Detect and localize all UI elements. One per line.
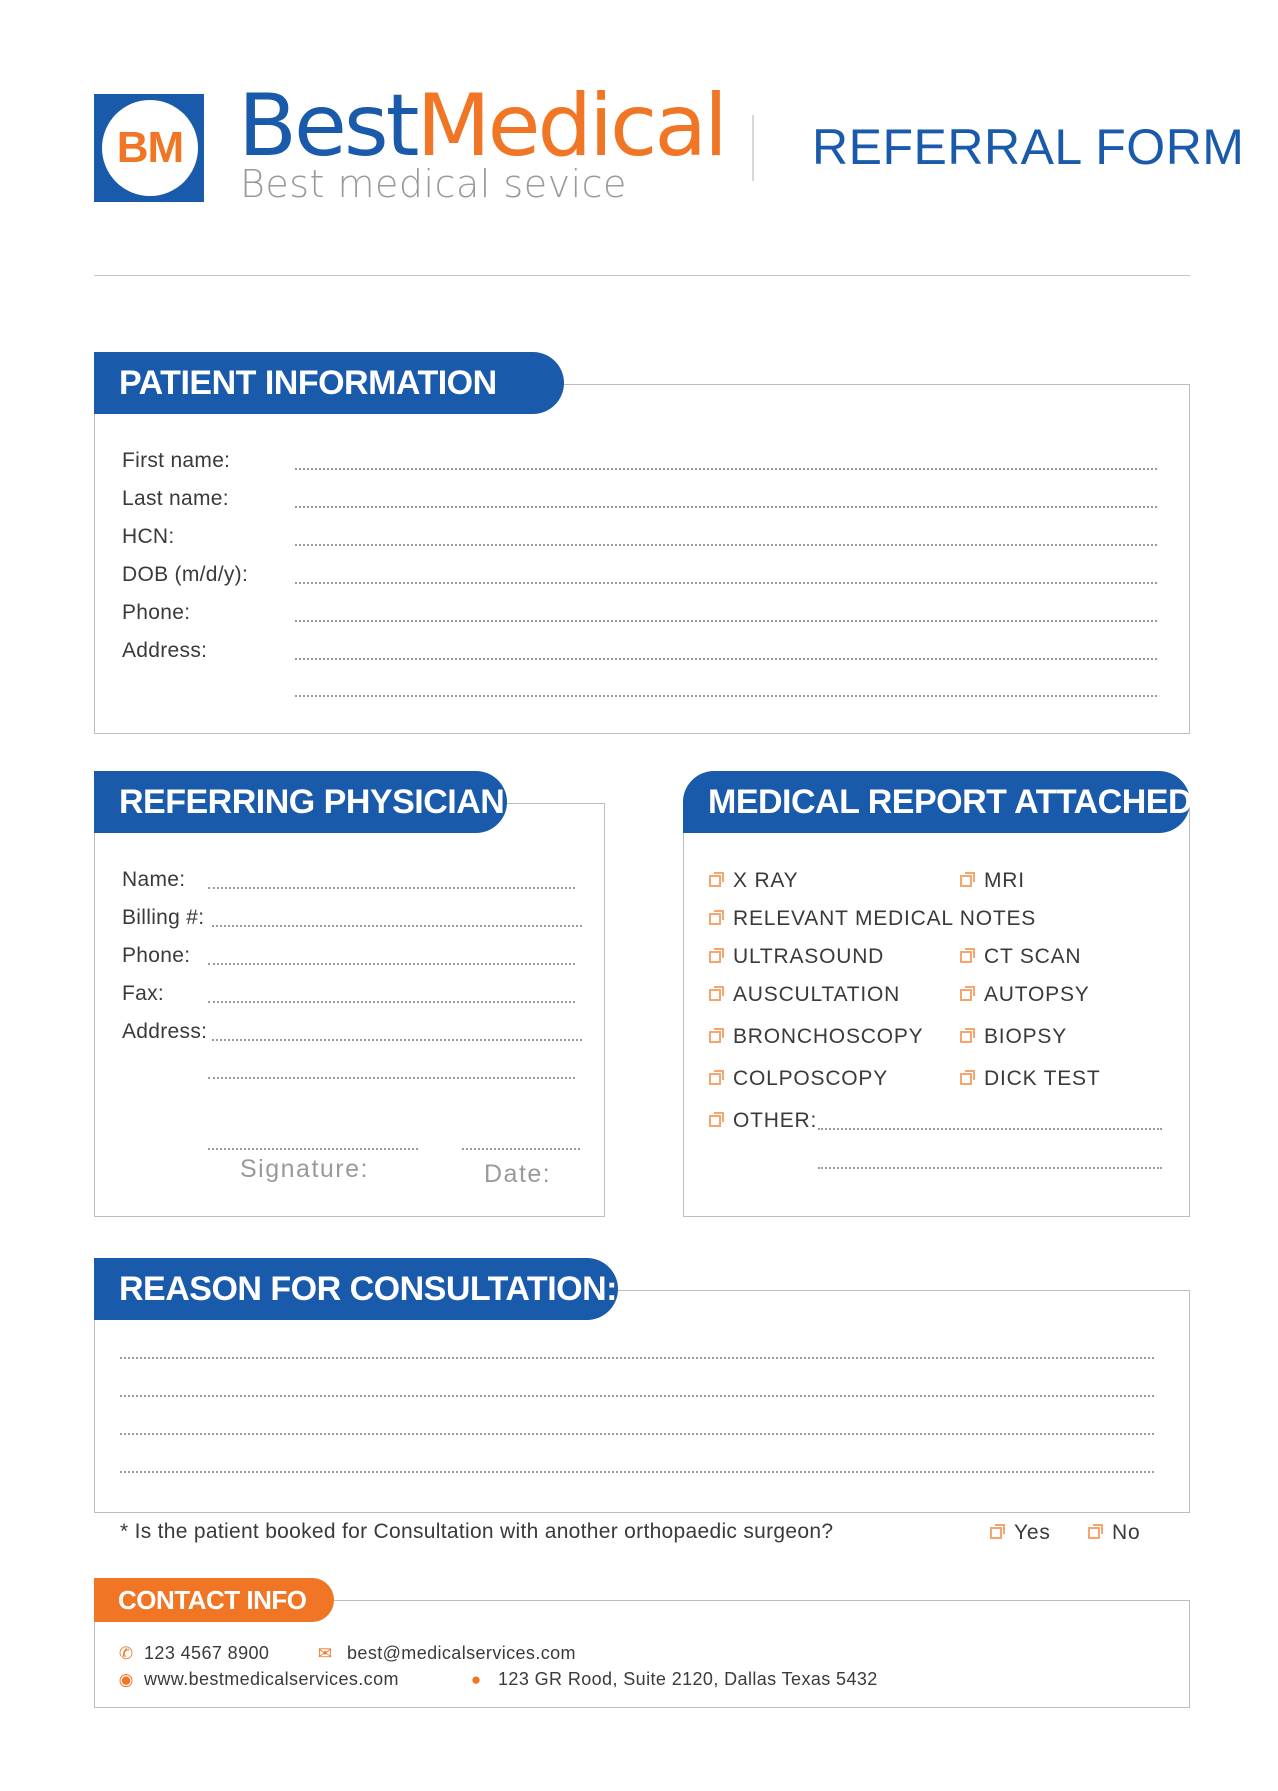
contact-email[interactable]: [315, 1643, 576, 1664]
physician-address-field-2[interactable]: [208, 1077, 575, 1079]
answer-no-checkbox[interactable]: [1088, 1521, 1140, 1545]
patient-hcn-field[interactable]: [295, 544, 1157, 546]
physician-address-field-1[interactable]: [212, 1039, 582, 1041]
brand-name: [238, 78, 725, 174]
contact-phone: [116, 1643, 269, 1664]
patient-address-field-2[interactable]: [295, 695, 1157, 697]
date-label: Date:: [484, 1160, 552, 1188]
physician-billing-label: Billing #:: [122, 906, 205, 929]
report-item-xray[interactable]: [709, 869, 798, 893]
contact-email-text: best@medicalservices.com: [347, 1643, 576, 1663]
contact-address: [466, 1669, 878, 1690]
checkbox-icon: [960, 951, 972, 963]
signature-field[interactable]: [208, 1148, 418, 1150]
checkbox-icon: [709, 951, 721, 963]
report-item-label: OTHER:: [733, 1109, 818, 1132]
date-field[interactable]: [462, 1148, 580, 1150]
report-item-label: CT SCAN: [984, 945, 1082, 968]
report-item-relevant-medical-notes[interactable]: [709, 907, 1036, 931]
physician-name-field[interactable]: [208, 887, 575, 889]
physician-heading: REFERRING PHYSICIAN: [94, 771, 507, 833]
report-panel: [683, 803, 1190, 1217]
report-item-mri[interactable]: [960, 869, 1025, 893]
report-item-ultrasound[interactable]: [709, 945, 884, 969]
report-item-label: RELEVANT MEDICAL NOTES: [733, 907, 1037, 930]
brand-name-part2: Medical: [416, 76, 725, 176]
checkbox-icon: [709, 1031, 721, 1043]
consultation-question: * Is the patient booked for Consultation with another orthopaedic surgeon?: [120, 1520, 834, 1543]
header-rule: [94, 275, 1190, 276]
brand-tagline: Best medical sevice: [240, 162, 627, 206]
answer-no-label: No: [1112, 1521, 1141, 1544]
checkbox-icon: [709, 989, 721, 1001]
physician-phone-label: Phone:: [122, 944, 191, 967]
envelope-icon: ✉: [317, 1643, 333, 1663]
location-pin-icon: ●: [470, 1669, 482, 1689]
brand-name-part1: Best: [238, 76, 417, 176]
report-heading: MEDICAL REPORT ATTACHED: [683, 771, 1190, 833]
checkbox-icon: [960, 1031, 972, 1043]
contact-website[interactable]: [116, 1669, 399, 1690]
physician-name-label: Name:: [122, 868, 186, 891]
contact-heading: CONTACT INFO: [94, 1578, 334, 1622]
report-item-label: BIOPSY: [984, 1025, 1067, 1048]
physician-fax-field[interactable]: [208, 1001, 575, 1003]
patient-phone-label: Phone:: [122, 601, 191, 624]
report-item-biopsy[interactable]: [960, 1025, 1067, 1049]
report-item-bronchoscopy[interactable]: [709, 1025, 923, 1049]
report-other-field-1[interactable]: [818, 1128, 1162, 1130]
patient-address-label: Address:: [122, 639, 208, 662]
patient-dob-label: DOB (m/d/y):: [122, 563, 249, 586]
report-item-autopsy[interactable]: [960, 983, 1090, 1007]
report-item-dick-test[interactable]: [960, 1067, 1101, 1091]
checkbox-icon: [709, 1073, 721, 1085]
reason-line-4[interactable]: [120, 1471, 1154, 1473]
checkbox-icon: [960, 1073, 972, 1085]
patient-first-name-field[interactable]: [295, 468, 1157, 470]
contact-phone-text: 123 4567 8900: [144, 1643, 270, 1663]
reason-panel: [94, 1290, 1190, 1513]
physician-billing-field[interactable]: [212, 925, 582, 927]
report-item-colposcopy[interactable]: [709, 1067, 888, 1091]
patient-info-heading: PATIENT INFORMATION: [94, 352, 564, 414]
report-item-ct-scan[interactable]: [960, 945, 1081, 969]
patient-last-name-field[interactable]: [295, 506, 1157, 508]
answer-yes-checkbox[interactable]: [990, 1521, 1051, 1545]
patient-first-name-label: First name:: [122, 449, 231, 472]
patient-phone-field[interactable]: [295, 620, 1157, 622]
checkbox-icon: [960, 875, 972, 887]
patient-dob-field[interactable]: [295, 582, 1157, 584]
checkbox-icon: [709, 913, 721, 925]
contact-website-text: www.bestmedicalservices.com: [144, 1669, 399, 1689]
reason-line-3[interactable]: [120, 1433, 1154, 1435]
checkbox-icon: [1088, 1527, 1100, 1539]
checkbox-icon: [990, 1527, 1002, 1539]
report-item-label: AUSCULTATION: [733, 983, 901, 1006]
report-item-label: MRI: [984, 869, 1025, 892]
form-title: REFERRAL FORM: [812, 119, 1245, 175]
header-divider: [752, 115, 754, 181]
patient-info-panel: [94, 384, 1190, 734]
patient-hcn-label: HCN:: [122, 525, 175, 548]
patient-address-field-1[interactable]: [295, 658, 1157, 660]
physician-address-label: Address:: [122, 1020, 208, 1043]
answer-yes-label: Yes: [1014, 1521, 1051, 1544]
checkbox-icon: [709, 875, 721, 887]
report-item-label: DICK TEST: [984, 1067, 1101, 1090]
report-item-other[interactable]: [709, 1109, 817, 1133]
reason-heading: REASON FOR CONSULTATION:: [94, 1258, 618, 1320]
phone-icon: ✆: [118, 1643, 134, 1663]
logo-mark: [94, 94, 204, 202]
report-item-auscultation[interactable]: [709, 983, 900, 1007]
reason-line-2[interactable]: [120, 1395, 1154, 1397]
contact-address-text: 123 GR Rood, Suite 2120, Dallas Texas 5432: [498, 1669, 878, 1689]
signature-label: Signature:: [240, 1155, 369, 1183]
report-other-field-2[interactable]: [818, 1167, 1162, 1169]
reason-line-1[interactable]: [120, 1357, 1154, 1359]
physician-fax-label: Fax:: [122, 982, 165, 1005]
report-item-label: BRONCHOSCOPY: [733, 1025, 924, 1048]
patient-last-name-label: Last name:: [122, 487, 229, 510]
report-item-label: AUTOPSY: [984, 983, 1090, 1006]
report-item-label: ULTRASOUND: [733, 945, 885, 968]
report-item-label: X RAY: [733, 869, 799, 892]
checkbox-icon: [709, 1115, 721, 1127]
report-item-label: COLPOSCOPY: [733, 1067, 889, 1090]
logo-initials: BM: [102, 100, 198, 196]
physician-phone-field[interactable]: [208, 963, 575, 965]
globe-icon: ◉: [118, 1669, 134, 1689]
checkbox-icon: [960, 989, 972, 1001]
